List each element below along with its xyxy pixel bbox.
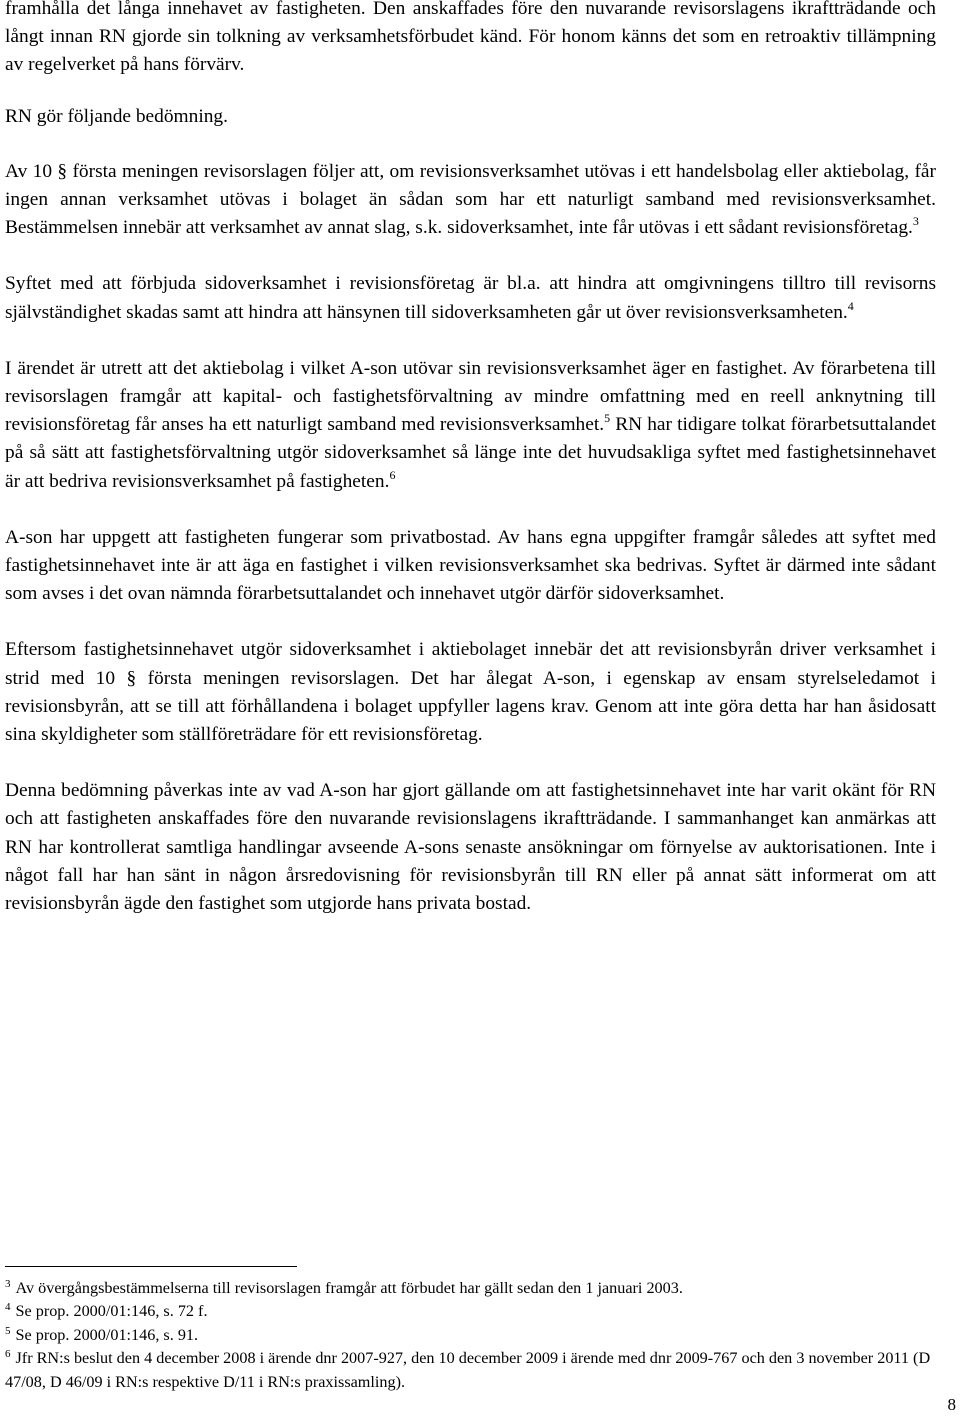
document-body [5,0,936,918]
footnote-ref-4: 4 [847,298,854,313]
paragraph-facts-property: I ärendet är utrett att det aktiebolag i vilket A-son utövar sin revisionsverksamhet äger en fastighet. Av förarbetena till revisorslagen framgår att kapital- och fastighetsförvaltning av mindre omfattning med en reell anknytning till revisionsföretag får anses ha ett naturligt samband med revisionsverksamhet.$^5$ RN har tidigare tolkat förarbetsuttalandet på så sätt att fastighetsförvaltning utgör sidoverksamhet så länge inte det huvudsakliga syftet med fastighetsinnehavet är att bedriva revisionsverksamhet på fastigheten.$^6$ [5,357,936,492]
paragraph-applicant-argument: framhålla det långa innehavet av fastigheten. Den anskaffades före den nuvarande revisorslagens ikraftträdande och långt innan RN gjorde sin tolkning av verksamhetsförbudet känd. För honom känns det som en retroaktiv tillämpning av regelverket på hans förvärv. [5,0,936,76]
footnote-separator [5,1266,297,1267]
footnote-6: $^6$ Jfr RN:s beslut den 4 december 2008 i ärende dnr 2007-927, den 10 december 2009 i ärende med dnr 2009-767 och den 3 november 2011 (D 47/08, D 46/09 i RN:s respektive D/11 i RN:s praxissamling). [5,1348,931,1391]
paragraph-violation: Eftersom fastighetsinnehavet utgör sidoverksamhet i aktiebolaget innebär det att revisionsbyrån driver verksamhet i strid med 10 § första meningen revisorslagen. Det har ålegat A-son, i egenskap av ensam styrelseledamot i revisionsbyrån, att se till att förhållandena i bolaget uppfyller lagens krav. Genom att inte göra detta har han åsidosatt sina skyldigheter som ställföreträdare för ett revisionsföretag. [5,639,936,746]
page-number: 8 [947,1395,956,1414]
paragraph-purpose: Syftet med att förbjuda sidoverksamhet i revisionsföretag är bl.a. att hindra att omgivningens tilltro till revisorns självständighet skadas samt att hindra att hänsynen till sidoverksamheten går ut över revisionsverksamheten.$^4$ [5,273,936,323]
footnote-3: $^3$ Av övergångsbestämmelserna till revisorslagen framgår att förbudet har gällt sedan den 1 januari 2003. [5,1278,683,1297]
paragraph-rn-assessment-heading: RN gör följande bedömning. [5,105,228,127]
footnotes [5,1277,936,1394]
paragraph-private-residence: A-son har uppgett att fastigheten fungerar som privatbostad. Av hans egna uppgifter framgår således att syftet med fastighetsinnehavet inte är att äga en fastighet i vilken revisionsverksamhet ska bedrivas. Syftet är därmed inte sådant som avses i det ovan nämnda förarbetsuttalandet och innehavet utgör därför sidoverksamhet. [5,526,936,605]
footnote-ref-6: 6 [389,467,396,482]
footnote-4: $^4$ Se prop. 2000/01:146, s. 72 f. [5,1301,208,1321]
paragraph-legal-rule: Av 10 § första meningen revisorslagen följer att, om revisionsverksamhet utövas i ett handelsbolag eller aktiebolag, får ingen annan verksamhet utövas i bolaget än sådan som har ett naturligt samband med revisionsverksamhet. Bestämmelsen innebär att verksamhet av annat slag, s.k. sidoverksamhet, inte får utövas i ett sådant revisionsföretag.$^3$ [5,160,936,239]
footnote-ref-3: 3 [912,214,919,229]
footnote-5: $^5$ Se prop. 2000/01:146, s. 91. [5,1324,199,1344]
footnote-ref-5: 5 [604,411,611,426]
paragraph-not-affected: Denna bedömning påverkas inte av vad A-son har gjort gällande om att fastighetsinnehavet inte har varit okänt för RN och att fastigheten anskaffades före den nuvarande revisionslagens ikraftträdande. I sammanhanget kan anmärkas att RN har kontrollerat samtliga handlingar avseende A-sons senaste ansökningar om förnyelse av auktorisationen. Inte i något fall har han sänt in någon årsredovisning för revisionsbyrån till RN eller på annat sätt informerat om att revisionsbyrån ägde den fastighet som utgjorde hans privata bostad. [5,780,936,915]
